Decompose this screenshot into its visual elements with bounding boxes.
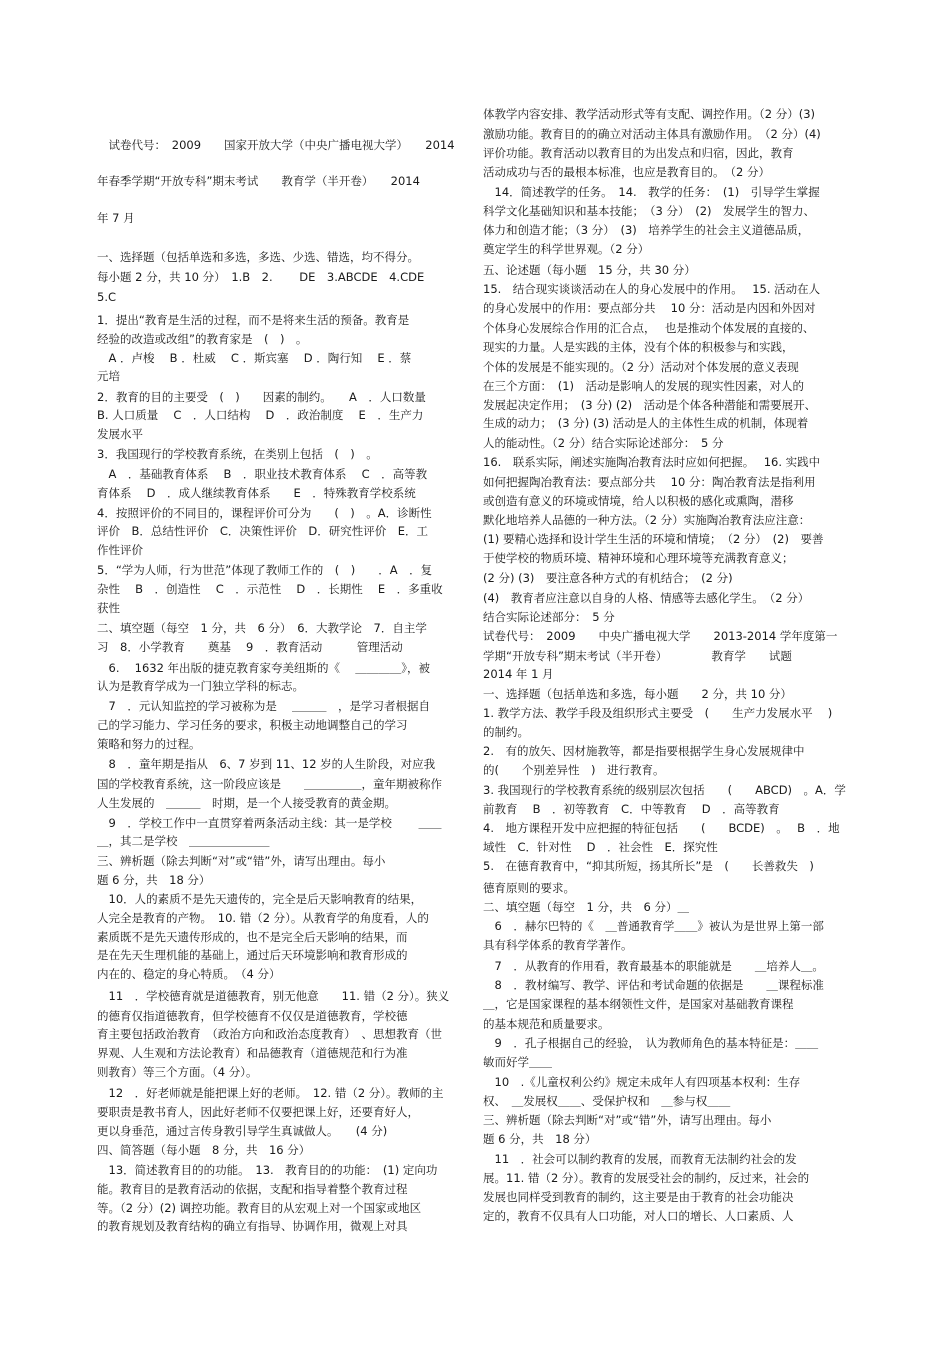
text-line: 人生发展的 ＿＿＿ 时期，是一个人接受教育的黄金期。	[97, 796, 396, 810]
text-line: 的身心发展中的作用：要点部分共 10 分：活动是内因和外因对	[483, 301, 816, 315]
text-line: 1．提出“教育是生活的过程，而不是将来生活的预备。教育是	[97, 313, 410, 327]
text-line: 己的学习能力、学习任务的要求，积极主动地调整自己的学习	[97, 718, 408, 732]
text-line: 五、论述题（每小题 15 分，共 30 分）	[483, 263, 696, 277]
text-line: 2014 年 1 月	[483, 667, 554, 681]
text-line: 的基本规范和质量要求。	[483, 1017, 610, 1031]
text-line: 3．我国现行的学校教育系统，在类别上包括 ( ) 。	[97, 447, 378, 461]
text-line: (1) 要精心选择和设计学生生活的环境和情境； （2 分） (2) 要善	[483, 532, 824, 546]
text-line: 2．教育的目的主要受 ( ) 因素的制约。 A ．人口数量	[97, 390, 426, 404]
text-line: 经验的改造或改组”的教育家是 ( ) 。	[97, 332, 308, 346]
text-line: 13．简述教育目的的功能。 13. 教育目的的功能： (1) 定向功	[97, 1163, 438, 1177]
text-line: 能。教育目的是教育活动的依据，支配和指导着整个教育过程	[97, 1182, 408, 1196]
text-line: 体教学内容安排、教学活动形式等有支配、调控作用。（2 分）(3)	[483, 107, 816, 121]
text-line: 二、填空题（每空 1 分，共 6 分）＿	[483, 900, 689, 914]
text-line: 6. 1632 年出版的捷克教育家夸美纽斯的《 ＿＿＿＿》，被	[97, 661, 430, 675]
text-line: 国的学校教育系统，这一阶段应该是 ＿＿＿＿＿，童年期被称作	[97, 777, 442, 791]
text-line: A ．卢梭 B ．杜威 C ．斯宾塞 D ．陶行知 E ．蔡	[97, 351, 412, 365]
text-line: 每小题 2 分，共 10 分） 1.B 2. DE 3.ABCDE 4.CDE	[97, 270, 425, 284]
text-line: 结合实际论述部分： 5 分	[483, 610, 615, 624]
text-line: 人完全是教育的产物。 10. 错（2 分）。从教育学的角度看，人的	[97, 911, 429, 925]
text-line: 获性	[97, 601, 120, 615]
text-line: 5. 在德育教育中，“抑其所短，扬其所长”是 ( 长善救失 )	[483, 859, 814, 873]
text-line: 的教育规划及教育结构的确立有指导、协调作用，微观上对具	[97, 1219, 408, 1233]
text-line: ＿，其二是学校 ＿＿＿＿＿＿＿	[97, 834, 270, 848]
text-line: 个体身心发展综合作用的汇合点， 也是推动个体发展的直接的、	[483, 321, 815, 335]
text-line: 策略和努力的过程。	[97, 737, 201, 751]
text-line: 则教育）等三个方面。（4 分）。	[97, 1065, 258, 1079]
text-line: 12 ．好老师就是能把课上好的老师。 12. 错（2 分）。教师的主	[97, 1086, 444, 1100]
text-line: 一、选择题（包括单选和多选，每小题 2 分，共 10 分）	[483, 687, 792, 701]
text-line: 题 6 分，共 18 分）	[483, 1132, 597, 1146]
text-line: 发展水平	[97, 427, 143, 441]
text-line: 或创造有意义的环境或情境，给人以积极的感化或熏陶，潜移	[483, 494, 794, 508]
text-line: ＿，它是国家课程的基本纲领性文件，是国家对基础教育课程	[483, 997, 794, 1011]
text-line: 人的能动性。（2 分）结合实际论述部分： 5 分	[483, 436, 724, 450]
text-line: 于使学校的物质环境、精神环境和心理环境等充满教育意义；	[483, 551, 794, 565]
text-line: 作性评价	[97, 543, 143, 557]
text-line: B. 人口质量 C ．人口结构 D ．政治制度 E ．生产力	[97, 408, 424, 422]
text-line: 要职责是教书育人，因此好老师不仅要把课上好，还要育好人，	[97, 1105, 419, 1119]
text-line: 发展也同样受到教育的制约，这主要是由于教育的社会功能决	[483, 1190, 794, 1204]
text-line: 三、辨析题（除去判断“对”或“错”外，请写出理由。每小	[97, 854, 386, 868]
text-line: 育主要包括政治教育 （政治方向和政治态度教育） 、思想教育（世	[97, 1027, 442, 1041]
text-line: 11 ．社会可以制约教育的发展，而教育无法制约社会的发	[483, 1152, 797, 1166]
text-line: 的( 个别差异性 ) 进行教育。	[483, 763, 665, 777]
text-line: (4) 教育者应注意以自身的人格、情感等去感化学生。 （2 分）	[483, 591, 810, 605]
text-line: 在三个方面： (1) 活动是影响人的发展的现实性因素，对人的	[483, 379, 805, 393]
text-line: 元培	[97, 369, 120, 383]
text-line: 习 8．小学教育 奠基 9 ．教育活动 管理活动	[97, 640, 403, 654]
text-line: 一、选择题（包括单选和多选，多选、少选、错选，均不得分。	[97, 250, 419, 264]
text-line: 学期“开放专科”期末考试（半开卷） 教育学 试题	[483, 649, 792, 663]
text-line: 杂性 B ．创造性 C ．示范性 D ．长期性 E ．多重收	[97, 582, 443, 596]
text-line: 展。11. 错（2 分）。教育的发展受社会的制约，反过来，社会的	[483, 1171, 810, 1185]
text-line: 试卷代号： 2009 国家开放大学（中央广播电视大学） 2014	[97, 138, 455, 152]
text-line: 评价 B．总结性评价 C．决策性评价 D．研究性评价 E．工	[97, 524, 429, 538]
text-line: 年 7 月	[97, 211, 135, 225]
text-line: 默化地培养人品德的一种方法。（2 分）实施陶冶教育法应注意：	[483, 513, 811, 527]
text-line: 10 .《儿童权利公约》规定未成年人有四项基本权利：生存	[483, 1075, 801, 1089]
text-line: 现实的力量。人是实践的主体，没有个体的积极参与和实践，	[483, 340, 794, 354]
text-line: 等。（2 分）(2) 调控功能。教育目的从宏观上对一个国家或地区	[97, 1201, 422, 1215]
text-line: 奠定学生的科学世界观。（2 分）	[483, 242, 650, 256]
text-line: 内在的、稳定的身心特质。 （4 分）	[97, 967, 281, 981]
text-line: 更以身垂范，通过言传身教引导学生真诚做人。 (4 分)	[97, 1124, 388, 1138]
text-line: 2. 有的放矢、因材施教等，都是指要根据学生身心发展规律中	[483, 744, 805, 758]
text-line: 4. 地方课程开发中应把握的特征包括 ( BCDE) 。 B ．地	[483, 821, 840, 835]
text-line: 3. 我国现行的学校教育系统的级别层次包括 ( ABCD) 。A．学	[483, 783, 846, 797]
text-line: 育体系 D ．成人继续教育体系 E ．特殊教育学校系统	[97, 486, 416, 500]
text-line: 1. 教学方法、教学手段及组织形式主要受 ( 生产力发展水平 )	[483, 706, 833, 720]
text-line: 具有科学体系的教育学著作。	[483, 938, 633, 952]
text-line: 二、填空题（每空 1 分，共 6 分） 6．大教学论 7．自主学	[97, 621, 427, 635]
text-line: 10．人的素质不是先天遗传的，完全是后天影响教育的结果，	[97, 892, 423, 906]
text-line: 题 6 分，共 18 分）	[97, 873, 211, 887]
text-line: 三、辨析题（除去判断“对”或“错”外，请写出理由。每小	[483, 1113, 772, 1127]
text-line: 活动成功与否的最根本标准，也应是教育目的。 （2 分）	[483, 165, 770, 179]
text-line: 前教育 B ．初等教育 C．中等教育 D ．高等教育	[483, 802, 780, 816]
text-line: 激励功能。教育目的的确立对活动主体具有激励作用。 （2 分）(4)	[483, 127, 821, 141]
text-line: 如何把握陶冶教育法：要点部分共 10 分：陶冶教育法是指利用	[483, 475, 816, 489]
text-line: 域性 C．针对性 D ．社会性 E．探究性	[483, 840, 718, 854]
text-line: 的德育仅指道德教育，但学校德育不仅仅是道德教育，学校德	[97, 1009, 408, 1023]
text-line: 权、 ＿发展权＿＿、受保护权和 ＿参与权＿＿	[483, 1094, 731, 1108]
text-line: 年春季学期“开放专科”期末考试 教育学（半开卷） 2014	[97, 174, 420, 188]
text-line: 15. 结合现实谈谈活动在人的身心发展中的作用。 15. 活动在人	[483, 282, 821, 296]
text-line: 四、简答题（每小题 8 分，共 16 分）	[97, 1143, 311, 1157]
text-line: 界观、人生观和方法论教育）和品德教育（道德规范和行为准	[97, 1046, 408, 1060]
text-line: 14．简述教学的任务。 14. 教学的任务： (1) 引导学生掌握	[483, 185, 820, 199]
text-line: 7 ．元认知监控的学习被称为是 ＿＿＿ ，是学习者根据自	[97, 699, 430, 713]
text-line: 发展起决定作用； (3 分) (2) 活动是个体各种潜能和需要展开、	[483, 398, 817, 412]
text-line: 5．“学为人师，行为世范”体现了教师工作的 ( ) ．A ．复	[97, 563, 433, 577]
text-line: 9 ．学校工作中一直贯穿着两条活动主线：其一是学校 ＿＿	[97, 816, 442, 830]
text-line: 8 ．童年期是指从 6、7 岁到 11、12 岁的人生阶段，对应我	[97, 757, 436, 771]
text-line: 试卷代号： 2009 中央广播电视大学 2013-2014 学年度第一	[483, 629, 838, 643]
text-line: 评价功能。教育活动以教育目的为出发点和归宿，因此，教育	[483, 146, 794, 160]
text-line: 11 ．学校德育就是道德教育，别无他意 11. 错（2 分）。狭义	[97, 989, 450, 1003]
text-line: 16. 联系实际，阐述实施陶冶教育法时应如何把握。 16. 实践中	[483, 455, 821, 469]
text-line: 科学文化基础知识和基本技能； （3 分） (2) 发展学生的智力、	[483, 204, 816, 218]
text-line: 德育原则的要求。	[483, 881, 575, 895]
text-line: 7 ．从教育的作用看，教育最基本的职能就是 ＿培养人＿。	[483, 959, 824, 973]
text-line: 5.C	[97, 290, 117, 304]
text-line: 的制约。	[483, 725, 529, 739]
text-line: (2 分) (3) 要注意各种方式的有机结合； (2 分)	[483, 571, 733, 585]
text-line: 体力和创造才能；（3 分） (3) 培养学生的社会主义道德品质，	[483, 223, 810, 237]
text-line: 定的，教育不仅具有人口功能，对人口的增长、人口素质、人	[483, 1209, 794, 1223]
text-line: 8 ．教材编写、教学、评估和考试命题的依据是 ＿课程标准	[483, 978, 824, 992]
text-line: 4．按照评价的不同目的，课程评价可分为 ( ) 。A．诊断性	[97, 506, 432, 520]
text-line: A ．基础教育体系 B ．职业技术教育体系 C ．高等教	[97, 467, 428, 481]
text-line: 个体的发展是不能实现的。（2 分）活动对个体发展的意义表现	[483, 360, 799, 374]
text-line: 是在先天生理机能的基础上，通过后天环境影响和教育形成的	[97, 948, 408, 962]
text-line: 6 ．赫尔巴特的《 ＿普通教育学＿＿》被认为是世界上第一部	[483, 919, 824, 933]
text-line: 素质既不是先天遗传形成的，也不是完全后天影响的结果，而	[97, 930, 408, 944]
text-line: 敏而好学＿＿	[483, 1055, 552, 1069]
text-line: 生成的动力； (3 分) (3) 活动是人的主体性生成的机制，体现着	[483, 416, 809, 430]
text-line: 认为是教育学成为一门独立学科的标志。	[97, 679, 304, 693]
text-line: 9 ．孔子根据自己的经验， 认为教师角色的基本特征是：＿＿	[483, 1036, 819, 1050]
